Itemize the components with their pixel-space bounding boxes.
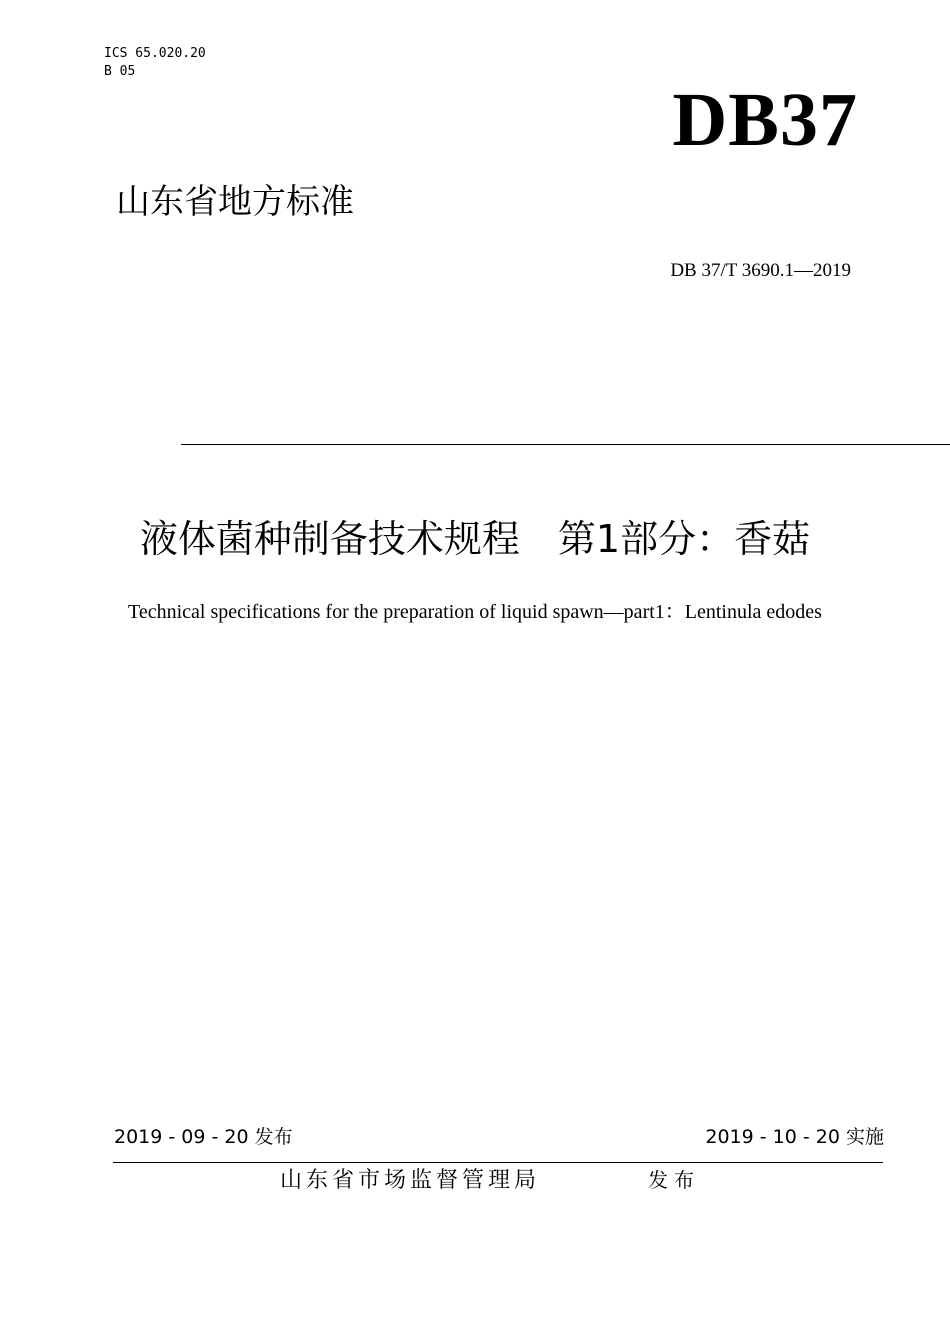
- ccs-code: B 05: [104, 64, 136, 79]
- title-chinese: 液体菌种制备技术规程 第1部分：香菇: [139, 517, 811, 561]
- implementation-date: 2019 - 10 - 20 实施: [705, 1126, 884, 1148]
- db-mark: DB37: [672, 78, 858, 162]
- standard-category: 山东省地方标准: [116, 182, 354, 222]
- issue-date: 2019 - 09 - 20 发布: [114, 1126, 293, 1148]
- top-divider: [181, 444, 950, 445]
- ics-code: ICS 65.020.20: [104, 46, 206, 61]
- issuer: 山东省市场监督管理局: [280, 1168, 541, 1193]
- title-english: Technical specifications for the preparation of liquid spawn—part1：Lentinula edodes: [128, 601, 822, 623]
- standard-number: DB 37/T 3690.1—2019: [670, 260, 851, 281]
- issue-word: 发布: [648, 1168, 700, 1192]
- bottom-divider: [113, 1162, 883, 1163]
